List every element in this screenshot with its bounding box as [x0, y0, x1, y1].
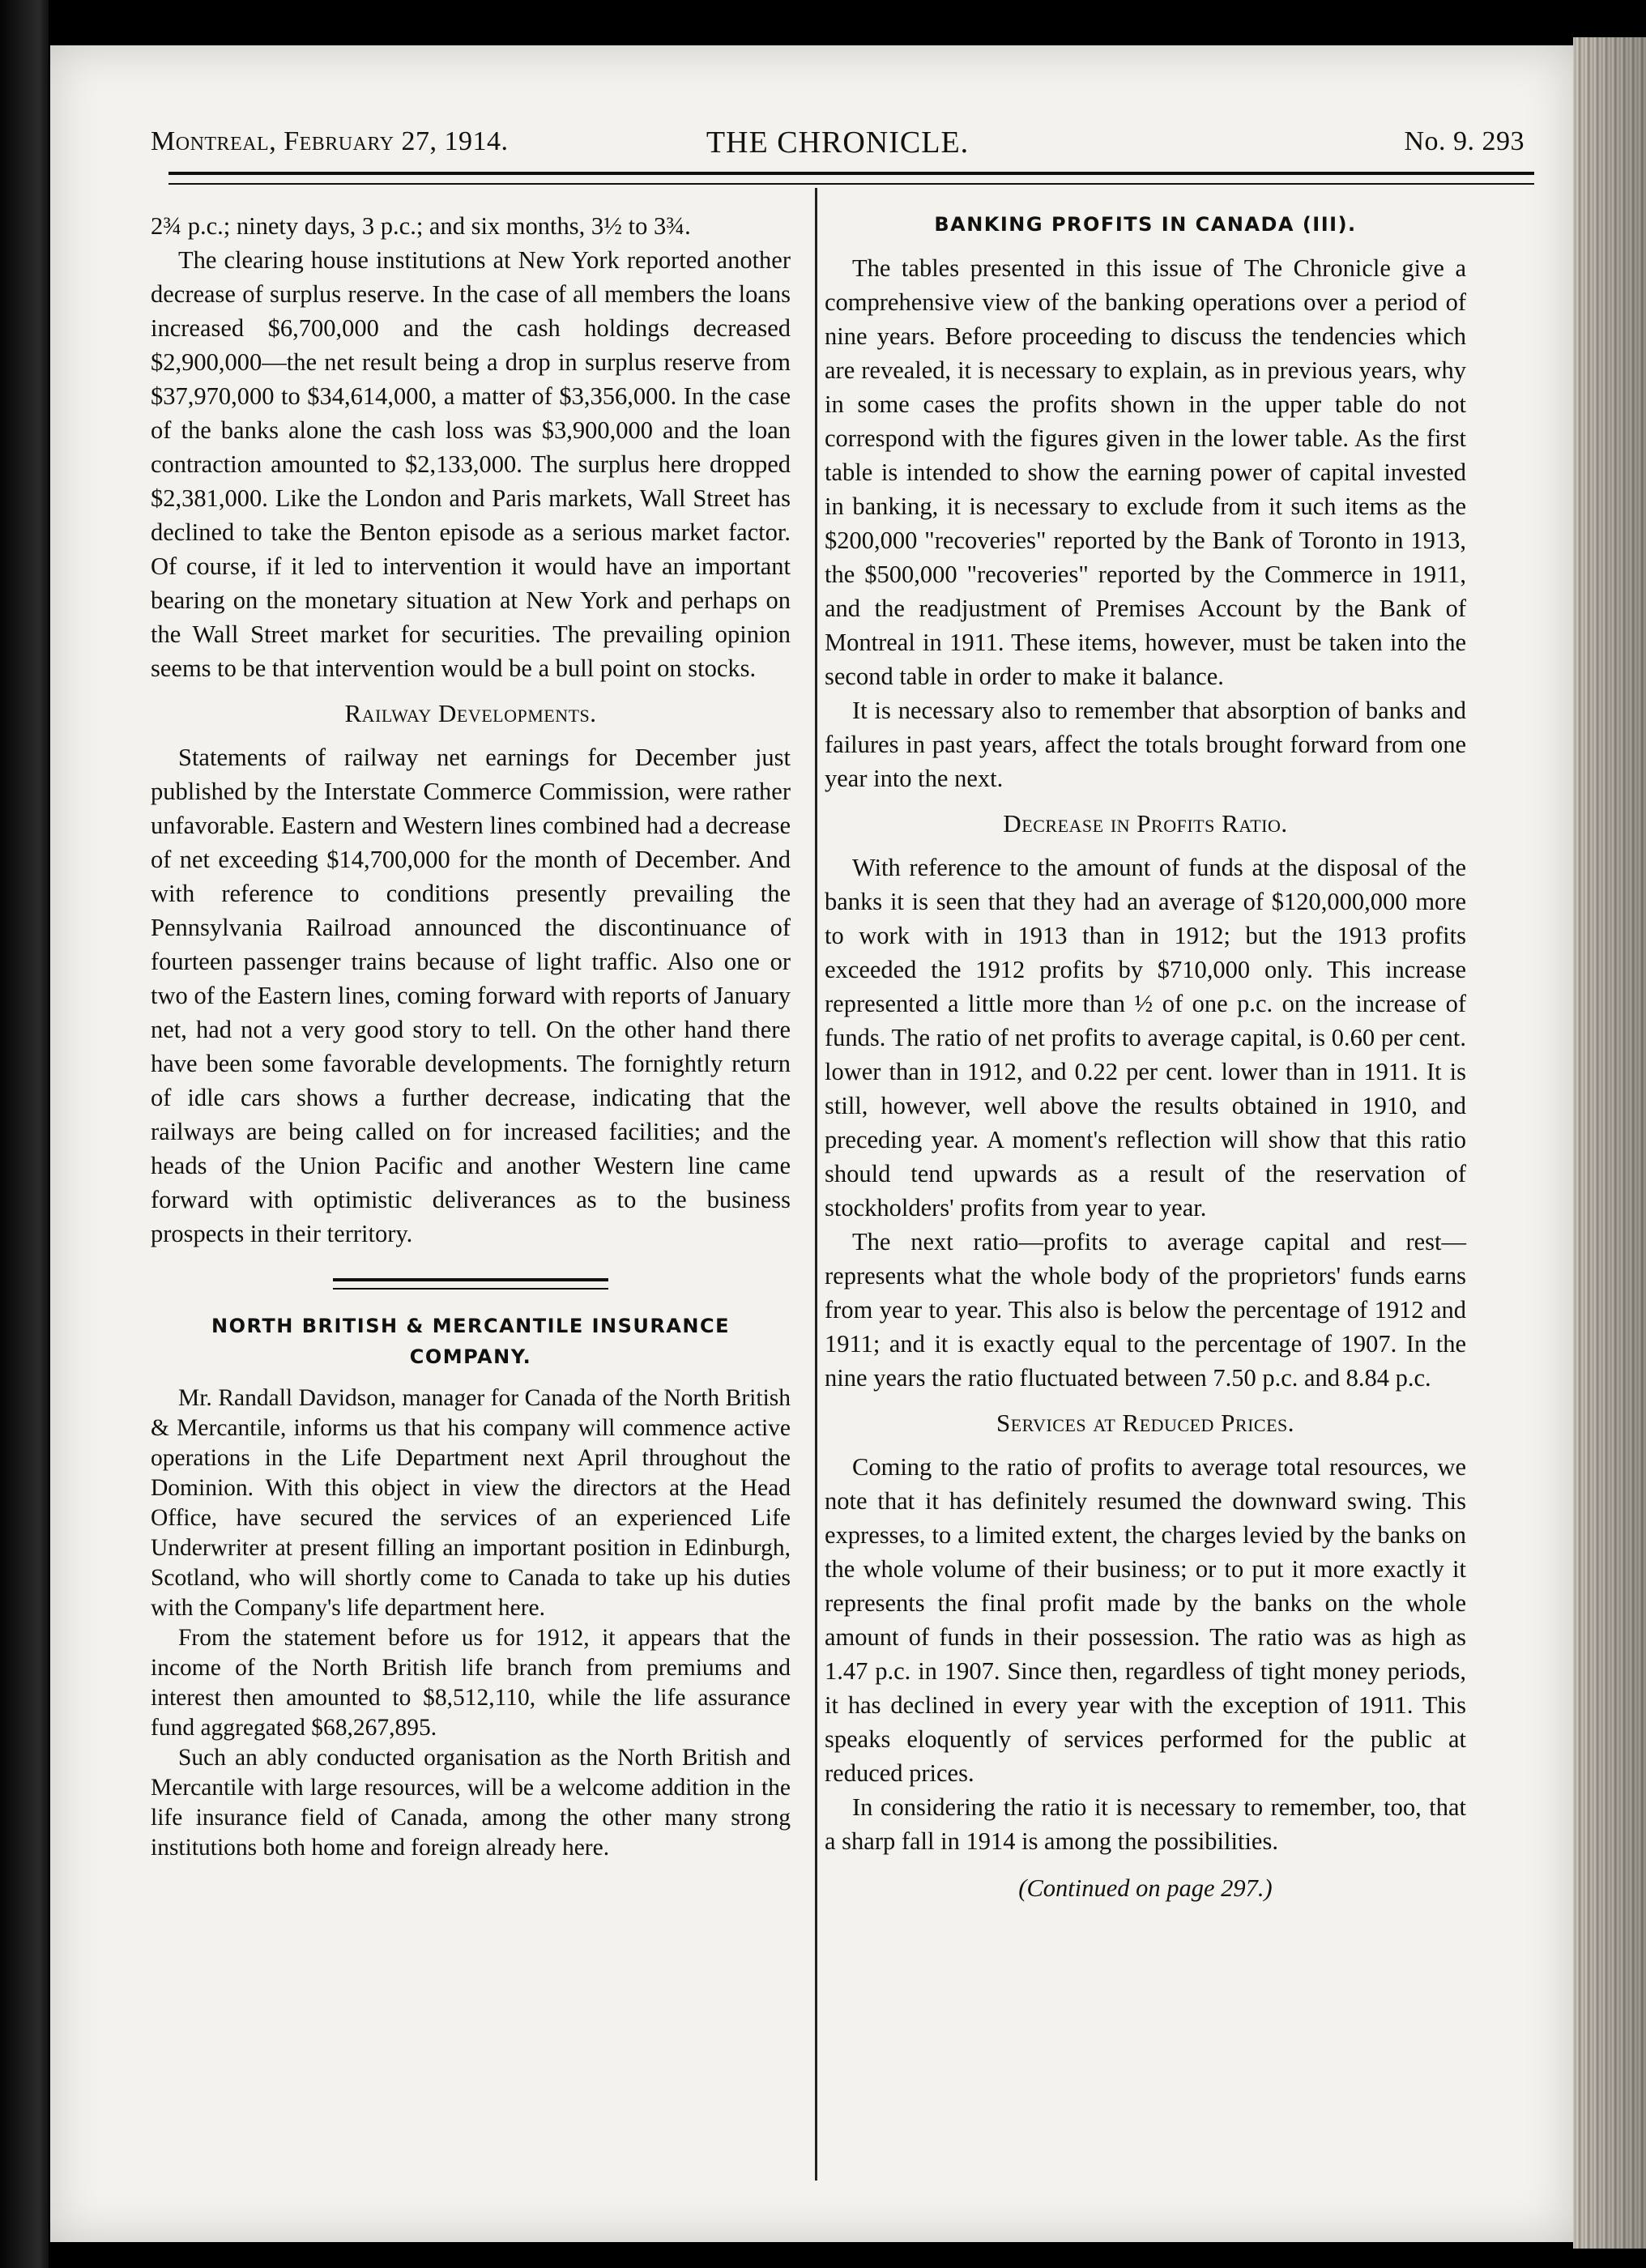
- book-page-edges: [1573, 37, 1646, 2249]
- absorption-paragraph: It is necessary also to remember that absorption of banks and failures in past years, affect the totals brought forward from one year into the next.: [825, 697, 1466, 792]
- railway-heading: Railway Developments.: [344, 699, 597, 727]
- north-british-paragraph-3: Such an ably conducted organisation as the North British and Mercantile with large resources, will be a welcome addition in the life insurance field of Canada, among the other many strong institutions both home and foreign already here.: [151, 1745, 791, 1861]
- next-ratio-paragraph: The next ratio—profits to average capital and rest—represents what the whole body of the proprietors' funds earns from year to year. This also is below the percentage of 1912 and 1911; and it is exactly equal to the percentage of 1907. In the nine years the ratio fluctuated between 7.50 p.c. and 8.84 p.c.: [825, 1228, 1466, 1392]
- header-rule: [168, 172, 1534, 185]
- header-issue-page: No. 9. 293: [1404, 126, 1524, 156]
- page-header: [151, 122, 1524, 167]
- north-british-paragraph-1: Mr. Randall Davidson, manager for Canada of the North British & Mercantile, informs us that his company will commence active operations in the Life Department next April throughout the Dominion. With this object in view the directors at the Head Office, have secured the services of an experienced Life Underwriter at present filling an important position in Edinburgh, Scotland, who will shortly come to Canada to take up his duties with the Company's life department here.: [151, 1385, 791, 1621]
- resources-paragraph: Coming to the ratio of profits to average total resources, we note that it has definitely resumed the downward swing. This expresses, to a limited extent, the charges levied by the banks on the whole volume of their business; or to put it more exactly it represents the final profit made by the banks on the whole amount of funds in their possession. The ratio was as high as 1.47 p.c. in 1907. Since then, regardless of tight money periods, it has declined in every year with the exception of 1911. This speaks eloquently of services performed for the public at reduced prices.: [825, 1453, 1466, 1787]
- decrease-heading: Decrease in Profits Ratio.: [1003, 809, 1288, 838]
- header-dateline: Montreal, February 27, 1914.: [151, 126, 509, 156]
- money-rates-paragraph: 2¾ p.c.; ninety days, 3 p.c.; and six months, 3½ to 3¾.: [151, 212, 691, 240]
- banking-profits-heading: BANKING PROFITS IN CANADA (III).: [934, 213, 1357, 236]
- clearing-house-paragraph: The clearing house institutions at New York reported another decrease of surplus reserve. In the case of all members the loans increased $6,700,000 and the cash holdings decreased $2,900,000—the net result being a drop in surplus reserve from $37,970,000 to $34,614,000, a matter of $3,356,000. In the case of the banks alone the cash loss was $3,900,000 and the loan contraction amounted to $2,133,000. The surplus here dropped $2,381,000. Like the London and Paris markets, Wall Street has declined to take the Benton episode as a serious market factor. Of course, if it led to intervention it would have an important bearing on the monetary situation at New York and perhaps on the Wall Street market for securities. The prevailing opinion seems to be that intervention would be a bull point on stocks.: [151, 246, 791, 682]
- left-column: [151, 209, 791, 1863]
- scan-background-left: [0, 0, 49, 2268]
- considering-paragraph: In considering the ratio it is necessary to remember, too, that a sharp fall in 1914 is among the possibilities.: [825, 1793, 1466, 1855]
- railway-paragraph: Statements of railway net earnings for December just published by the Interstate Commerce Commission, were rather unfavorable. Eastern and Western lines combined had a decrease of net exceeding $14,700,000 for the month of December. And with reference to conditions presently prevailing the Pennsylvania Railroad announced the discontinuance of fourteen passenger trains because of light traffic. Also one or two of the Eastern lines, coming forward with reports of January net, had not a very good story to tell. On the other hand there have been some favorable developments. The fornightly return of idle cars shows a further decrease, indicating that the railways are being called on for increased facilities; and the heads of the Union Pacific and another Western line came forward with optimistic deliverances as to the business prospects in their territory.: [151, 744, 791, 1247]
- funds-paragraph: With reference to the amount of funds at the disposal of the banks it is seen that they had an average of $120,000,000 more to work with in 1913 than in 1912; but the 1913 profits exceeded the 1912 profits by $710,000 only. This increase represented a little more than ½ of one p.c. on the increase of funds. The ratio of net profits to average capital, is 0.60 per cent. lower than in 1912, and 0.22 per cent. lower than in 1911. It is still, however, well above the results obtained in 1910, and preceding year. A moment's reflection will show that this ratio should tend upwards as a result of the reservation of stockholders' profits from year to year.: [825, 854, 1466, 1221]
- north-british-heading: NORTH BRITISH & MERCANTILE INSURANCE COMPANY.: [211, 1315, 731, 1368]
- section-rule: [333, 1278, 608, 1290]
- right-column: [825, 209, 1466, 1905]
- continued-note: (Continued on page 297.): [1018, 1874, 1273, 1902]
- header-title: THE CHRONICLE.: [706, 126, 970, 160]
- services-heading: Services at Reduced Prices.: [996, 1409, 1295, 1437]
- banking-intro-paragraph: The tables presented in this issue of The Chronicle give a comprehensive view of the banking operations over a period of nine years. Before proceeding to discuss the tendencies which are revealed, it is necessary to explain, as in previous years, why in some cases the profits shown in the upper table do not correspond with the figures given in the lower table. As the first table is intended to show the earning power of capital invested in banking, it is necessary to exclude from it such items as the $200,000 "recoveries" reported by the Bank of Toronto in 1913, the $500,000 "recoveries" reported by the Commerce in 1911, and the readjustment of Premises Account by the Bank of Montreal in 1911. These items, however, must be taken into the second table in order to make it balance.: [825, 254, 1466, 690]
- north-british-paragraph-2: From the statement before us for 1912, it appears that the income of the North British life branch from premiums and interest then amounted to $8,512,110, while the life assurance fund aggregated $68,267,895.: [151, 1625, 791, 1741]
- column-divider: [815, 188, 817, 2181]
